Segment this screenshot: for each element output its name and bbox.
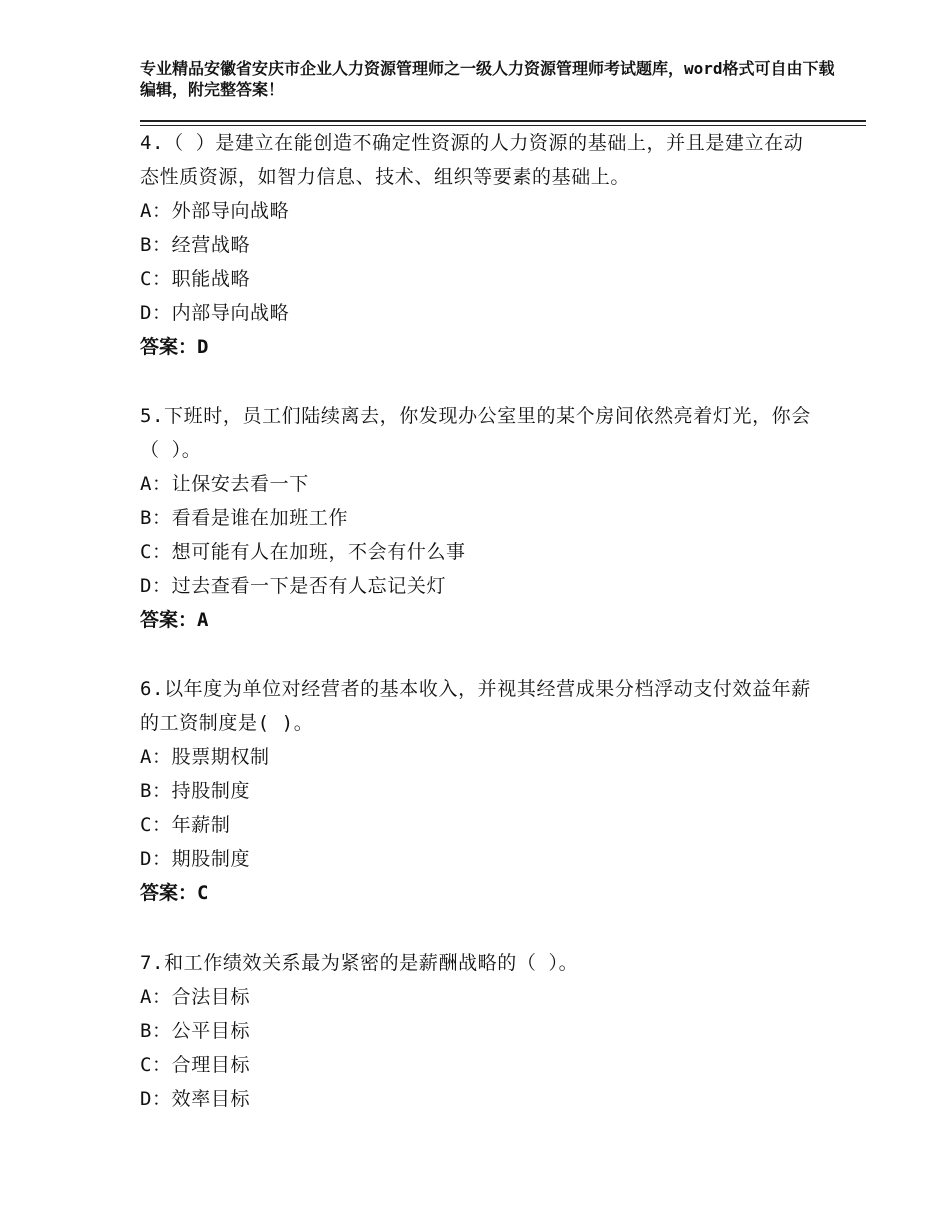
option-d: D：内部导向战略 — [140, 302, 290, 324]
answer-label: 答案： — [140, 609, 198, 631]
option-b: B：经营战略 — [140, 234, 251, 256]
answer-value: D — [197, 336, 209, 358]
option-a: A：股票期权制 — [140, 746, 270, 768]
option-c: C：想可能有人在加班，不会有什么事 — [140, 541, 466, 563]
question-text: 7.和工作绩效关系最为紧密的是薪酬战略的（ ）。 — [140, 952, 579, 974]
option-d: D：效率目标 — [140, 1088, 251, 1110]
answer-line — [140, 330, 820, 364]
option-b: B：看看是谁在加班工作 — [140, 507, 349, 529]
option-c: C：年薪制 — [140, 814, 231, 836]
option-c: C：职能战略 — [140, 268, 251, 290]
answer-label: 答案： — [140, 882, 198, 904]
question-4 — [140, 126, 820, 364]
question-7 — [140, 946, 820, 1116]
answer-value: C — [197, 882, 209, 904]
option-d: D：过去查看一下是否有人忘记关灯 — [140, 575, 447, 597]
option-a: A：让保安去看一下 — [140, 473, 309, 495]
option-c: C：合理目标 — [140, 1054, 251, 1076]
question-5 — [140, 399, 820, 637]
answer-line — [140, 876, 820, 910]
answer-value: A — [197, 609, 209, 631]
question-text: 4.（ ）是建立在能创造不确定性资源的人力资源的基础上，并且是建立在动态性质资源，如智力信息、技术、组织等要素的基础上。 — [140, 132, 804, 188]
option-d: D：期股制度 — [140, 848, 251, 870]
document-header: 专业精品安徽省安庆市企业人力资源管理师之一级人力资源管理师考试题库，word格式可自由下载编辑，附完整答案！ — [140, 59, 835, 99]
question-6 — [140, 672, 820, 910]
answer-line — [140, 603, 820, 637]
question-text: 6.以年度为单位对经营者的基本收入，并视其经营成果分档浮动支付效益年薪的工资制度是( )。 — [140, 678, 811, 734]
option-a: A：外部导向战略 — [140, 200, 290, 222]
option-b: B：公平目标 — [140, 1020, 251, 1042]
option-a: A：合法目标 — [140, 986, 251, 1008]
header-rule-thick — [140, 120, 866, 122]
question-text: 5.下班时，员工们陆续离去，你发现办公室里的某个房间依然亮着灯光，你会（ ）。 — [140, 405, 811, 461]
answer-label: 答案： — [140, 336, 198, 358]
option-b: B：持股制度 — [140, 780, 251, 802]
